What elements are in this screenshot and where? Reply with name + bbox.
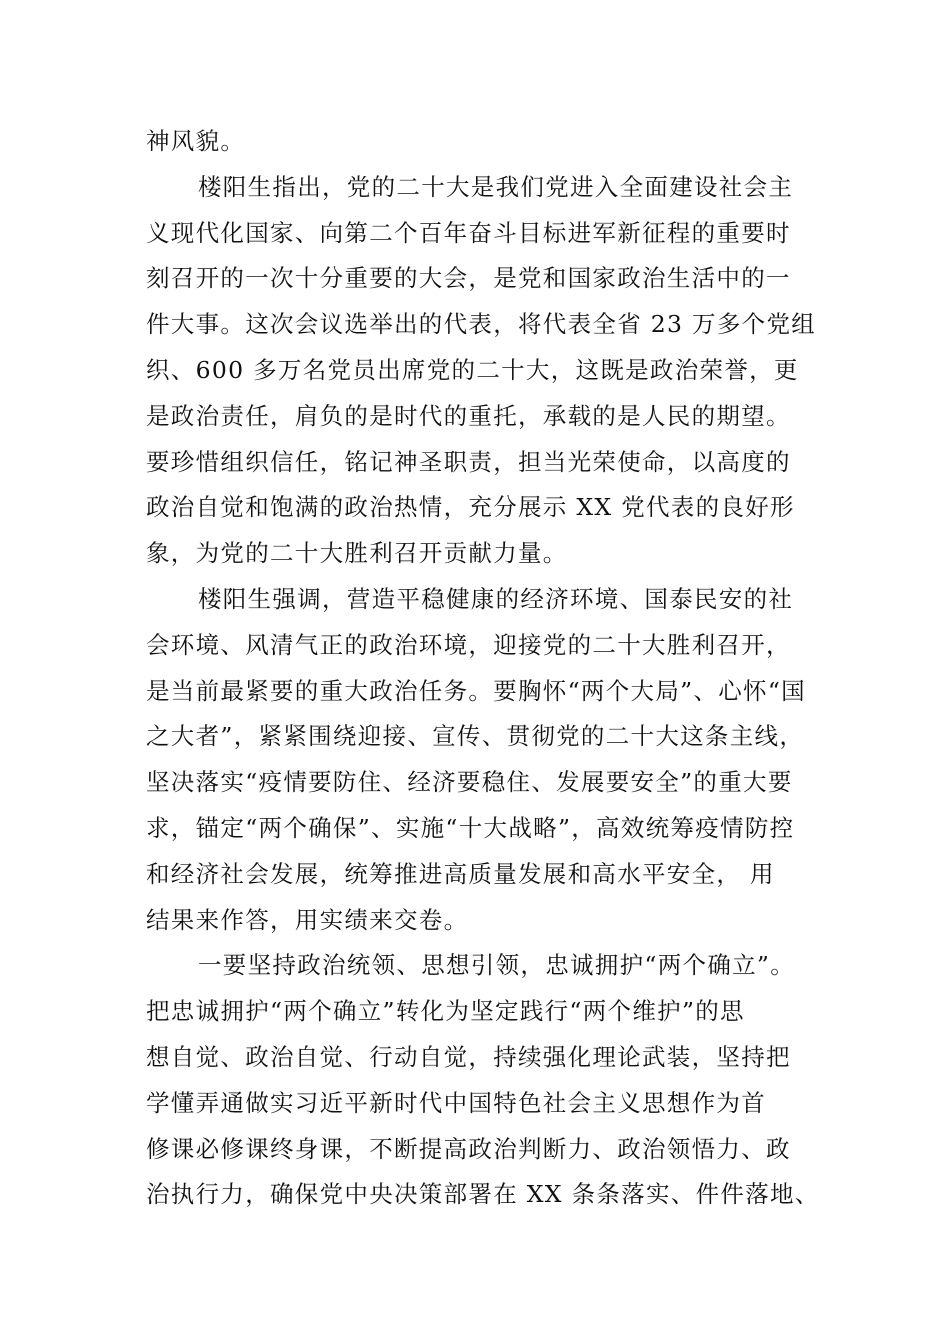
- text-line-11: 楼阳生强调，营造平稳健康的经济环境、国泰民安的社: [198, 584, 794, 613]
- text-line-18: 结果来作答，用实绩来交卷。: [146, 905, 469, 934]
- text-line-21: 想自觉、政治自觉、行动自觉，持续强化理论武装，坚持把: [146, 1042, 791, 1071]
- text-line-22: 学懂弄通做实习近平新时代中国特色社会主义思想作为首: [146, 1088, 766, 1117]
- text-line-8: 要珍惜组织信任，铭记神圣职责，担当光荣使命，以高度的: [146, 447, 791, 476]
- document-body: [146, 119, 820, 1218]
- text-line-20: 把忠诚拥护“两个确立”转化为坚定践行“两个维护”的思: [146, 997, 745, 1026]
- text-line-23: 修课必修课终身课，不断提高政治判断力、政治领悟力、政: [146, 1134, 791, 1163]
- text-line-16: 求，锚定“两个确保”、实施“十大战略”，高效统筹疫情防控: [146, 813, 795, 842]
- text-line-24: 治执行力，确保党中央决策部署在 XX 条条落实、件件落地、: [146, 1180, 820, 1209]
- text-line-7: 是政治责任，肩负的是时代的重托，承载的是人民的期望。: [146, 401, 791, 430]
- text-line-13: 是当前最紧要的重大政治任务。要胸怀“两个大局”、心怀“国: [146, 676, 806, 705]
- text-line-14: 之大者”，紧紧围绕迎接、宣传、贯彻党的二十大这条主线，: [146, 722, 805, 751]
- text-line-2: 楼阳生指出，党的二十大是我们党进入全面建设社会主: [198, 172, 794, 201]
- text-line-17: 和经济社会发展，统筹推进高质量发展和高水平安全， 用: [146, 859, 775, 888]
- text-line-19: 一要坚持政治统领、思想引领，忠诚拥护“两个确立”。: [198, 951, 796, 980]
- text-line-5: 件大事。这次会议选举出的代表，将代表全省 23 万多个党组: [146, 310, 817, 339]
- text-line-4: 刻召开的一次十分重要的大会，是党和国家政治生活中的一: [146, 264, 791, 293]
- text-line-6: 织、600 多万名党员出席党的二十大，这既是政治荣誉，更: [146, 355, 799, 384]
- text-line-9: 政治自觉和饱满的政治热情，充分展示 XX 党代表的良好形: [146, 493, 795, 522]
- text-line-15: 坚决落实“疫情要防住、经济要稳住、发展要安全”的重大要: [146, 768, 793, 797]
- text-line-10: 象，为党的二十大胜利召开贡献力量。: [146, 539, 568, 568]
- text-line-1: 神风貌。: [146, 127, 246, 155]
- text-line-12: 会环境、风清气正的政治环境，迎接党的二十大胜利召开，: [146, 630, 791, 659]
- text-line-3: 义现代化国家、向第二个百年奋斗目标进军新征程的重要时: [146, 218, 791, 247]
